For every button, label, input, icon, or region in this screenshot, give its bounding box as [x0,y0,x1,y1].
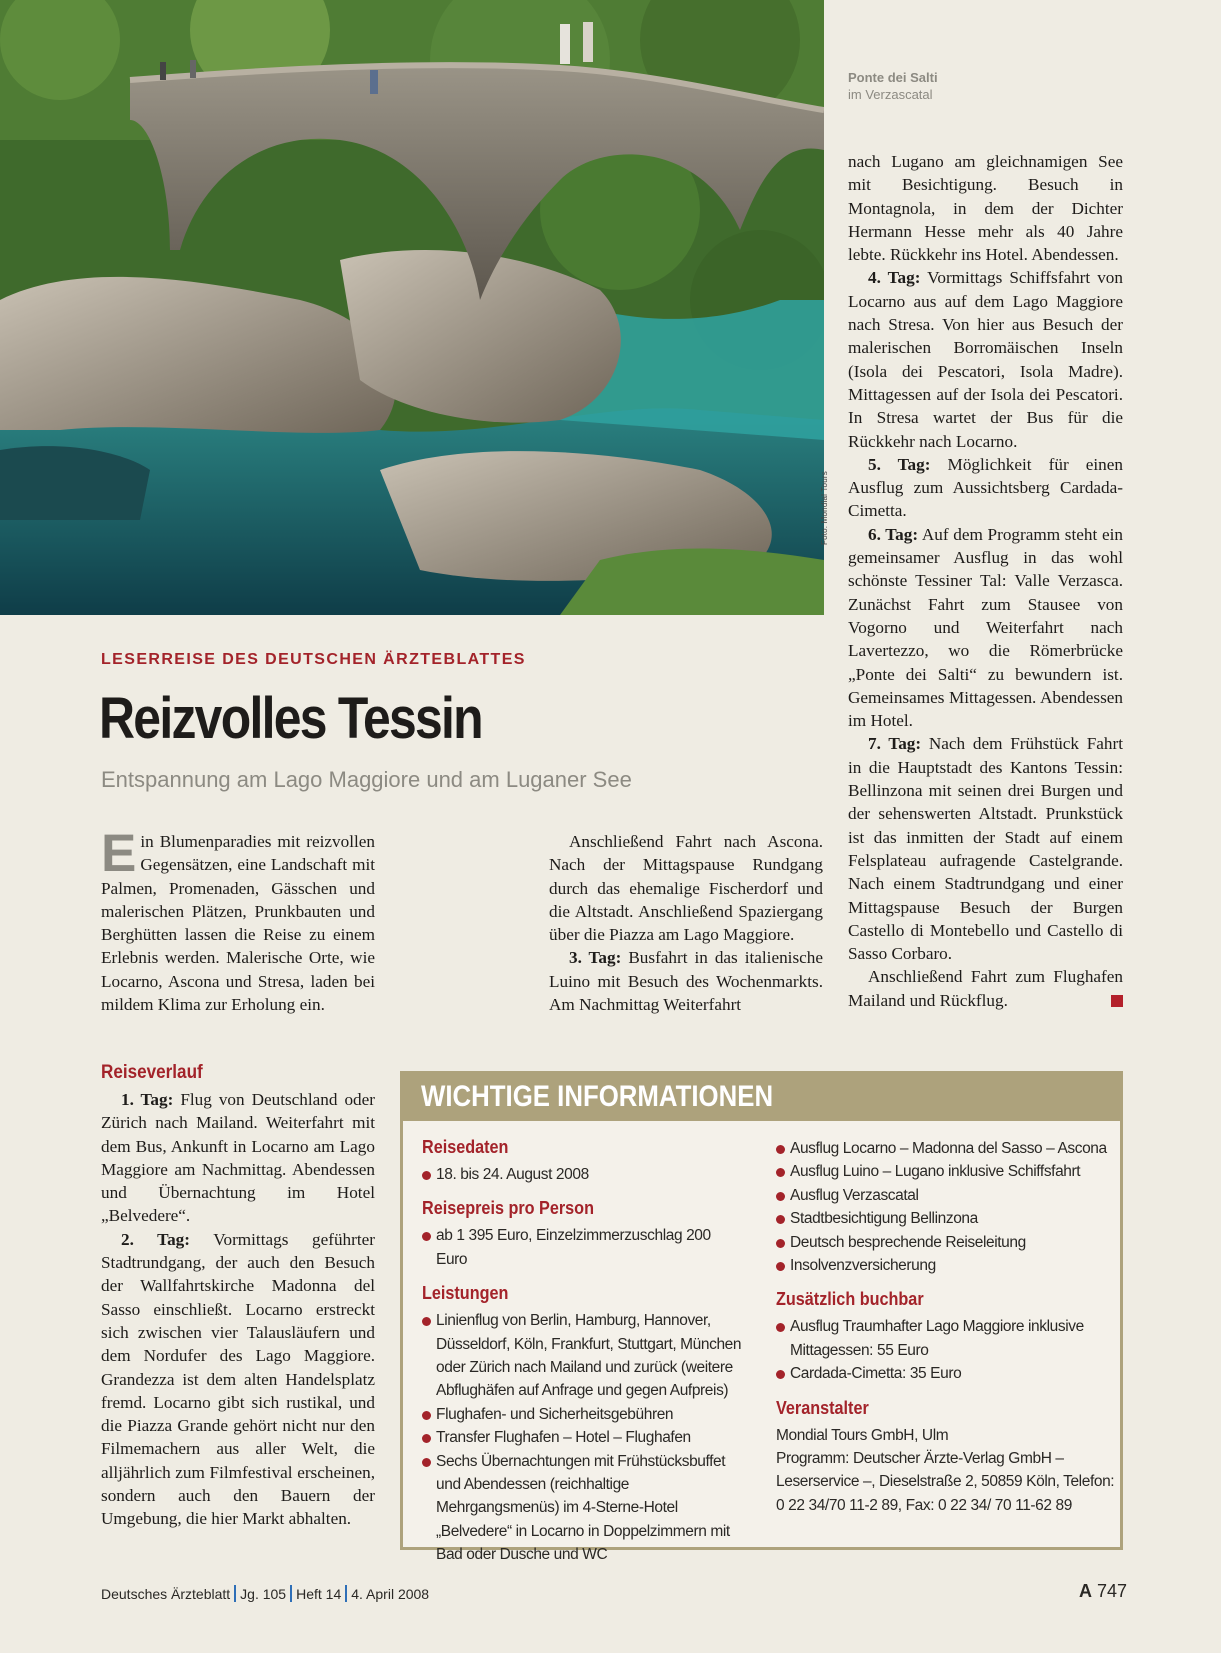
caption-subtitle: im Verzascatal [848,87,933,102]
day-4-paragraph [848,266,1123,452]
journal-volume: Jg. 105 [240,1586,287,1602]
bullet-icon [776,1192,785,1201]
info-box [400,1071,1123,1564]
zusaetzlich-heading: Zusätzlich buchbar [776,1289,924,1310]
day-3-text: Busfahrt in das italienische Luino mit Besuch des Wochenmarkts. Am Nachmittag Weiterfahrt [549,948,823,1015]
day-2-text: Vormittags geführter Stadtrundgang, der auch den Besuch der Wallfahrtskirche Madonna del Sasso einschließt. Locarno erstreckt sich zwischen vier Talausläufern und dem Nordufer des Lago Maggiore. Grandezza ist dem alten Handelsplatz fremd. Locarno gibt sich rustikal, und die Piazza Grande gehört nicht nur den Filmemachern aus aller Welt, die alljährlich zum Filmfestival erscheinen, sondern auch den Bauern der Umgebung, die hier Markt abhalten. [101,1229,375,1529]
leistungen-heading: Leistungen [422,1283,509,1304]
list-item: Sechs Übernachtungen mit Frühstücksbuffet und Abendessen (reichhaltige Mehrgangsmenüs) im 4-Sterne-Hotel „Belvedere“ in Locarno in Doppelzimmern mit Bad oder Dusche und WC [422,1450,742,1567]
caption-title: Ponte dei Salti [848,70,938,85]
list-item: ab 1 395 Euro, Einzelzimmerzuschlag 200 Euro [422,1224,742,1271]
list-item: Ausflug Verzascatal [776,1184,1116,1207]
day-5-label: 5. Tag: [868,454,931,474]
info-column-left [422,1137,742,1579]
section-heading: Reiseverlauf [101,1062,203,1083]
bullet-icon [422,1171,431,1180]
article-subtitle: Entspannung am Lago Maggiore und am Luganer See [101,767,632,792]
day-4-text: Vormittags Schiffsfahrt von Locarno aus auf dem Lago Maggiore nach Stresa. Von hier aus Besuch der malerischen Borromäischen Inseln (Isola dei Pescatori, Isola Madre). Mittagessen auf der Isola dei Pescatori. In Stresa wartet der Bus für die Rückkehr nach Locarno. [848,268,1123,451]
bullet-icon [422,1434,431,1443]
page-number-value: 747 [1097,1581,1128,1601]
list-item: Linienflug von Berlin, Hamburg, Hannover, Düsseldorf, Köln, Frankfurt, Stuttgart, München oder Zürich nach Mailand und zurück (weitere Abflughäfen auf Anfrage und gegen Aufpreis) [422,1309,742,1403]
list-item: Transfer Flughafen – Hotel – Flughafen [422,1426,742,1449]
day-7-text: Nach dem Frühstück Fahrt in die Hauptstadt des Kantons Tessin: Bellinzona mit seinen drei Burgen und der sehenswerten Altstadt. Prunkstück ist das inmitten der Stadt auf einem Felsplateau aufragende Castelgrande. Nach einem Stadtrundgang und einer Mittagspause Besuch der Burgen Castello di Montebello und Castello di Sasso Corbaro. [848,734,1123,964]
list-item: Flughafen- und Sicherheitsgebühren [422,1403,742,1426]
list-item: Ausflug Traumhafter Lago Maggiore inklusive Mittagessen: 55 Euro [776,1315,1116,1362]
column-middle [549,830,823,1016]
day-1-paragraph [101,1088,375,1228]
day-1-label: 1. Tag: [121,1090,174,1109]
day-6-label: 6. Tag: [868,524,919,544]
article-title: Reizvolles Tessin [99,686,482,751]
bullet-icon [422,1317,431,1326]
list-item: Ausflug Luino – Lugano inklusive Schiffsfahrt [776,1160,1116,1183]
leistungen-list-continued [776,1137,1116,1277]
column-right [848,150,1123,1012]
reisedaten-heading: Reisedaten [422,1137,509,1157]
reisedaten-list [422,1163,742,1186]
day-2-paragraph [101,1228,375,1531]
bridge-photo-illustration [0,0,824,615]
bullet-icon [776,1168,785,1177]
day-3-continued: nach Lugano am gleichnamigen See mit Besichtigung. Besuch in Montagnola, in dem der Dichter Hermann Hesse mehr als 40 Jahre lebte. Rückkehr ins Hotel. Abendessen. [848,152,1123,265]
hero-photo [0,0,824,615]
veranstalter-line-2: Programm: Deutscher Ärzte-Verlag GmbH – Leserservice –, Dieselstraße 2, 50859 Köln, Telefon: 0 22 34/70 11-2 89, Fax: 0 22 34/ 70 11-62 89 [776,1450,1115,1514]
bullet-icon [776,1215,785,1224]
page-number [1079,1581,1127,1602]
journal-date: 4. April 2008 [351,1586,430,1602]
day-7-ending [848,965,1123,1012]
bullet-icon [776,1262,785,1271]
footer-separator [345,1585,347,1602]
day-6-paragraph [848,523,1123,733]
bullet-icon [776,1145,785,1154]
leistungen-list [422,1309,742,1566]
intro-paragraph [101,824,375,1016]
day-3-label: 3. Tag: [569,948,622,968]
zusaetzlich-list [776,1315,1116,1385]
list-item: Stadtbesichtigung Bellinzona [776,1207,1116,1230]
day-7-label: 7. Tag: [868,734,922,754]
intro-text: in Blumenparadies mit reizvollen Gegensätzen, eine Landschaft mit Palmen, Promenaden, Gässchen und malerischen Plätzen, Prunkbauten und Berghütten lassen die Reise zu einem Erlebnis werden. Malerische Orte, wie Locarno, Ascona und Stresa, laden bei mildem Klima zur Erholung ein. [101,832,375,1015]
day-1-text: Flug von Deutschland oder Zürich nach Mailand. Weiterfahrt mit dem Bus, Ankunft in Locarno am Lago Maggiore am Nachmittag. Abendessen und Übernachtung im Hotel „Belvedere“. [101,1090,375,1226]
column-left-bottom [101,1088,375,1531]
bullet-icon [422,1458,431,1467]
list-item: Insolvenzversicherung [776,1254,1116,1277]
preis-list [422,1224,742,1271]
day-3-paragraph [549,946,823,1016]
info-column-right [776,1137,1116,1517]
day-7-end-text: Anschließend Fahrt zum Flughafen Mailand und Rückflug. [848,967,1123,1010]
drop-cap: E [101,824,137,883]
page-footer [101,1585,429,1602]
footer-separator [290,1585,292,1602]
info-box-header [403,1074,1120,1121]
page-prefix: A [1079,1581,1092,1601]
veranstalter-line-1: Mondial Tours GmbH, Ulm [776,1426,949,1444]
bullet-icon [776,1239,785,1248]
preis-heading: Reisepreis pro Person [422,1198,594,1219]
bullet-icon [422,1411,431,1420]
day-5-paragraph [848,453,1123,523]
day-2-continued: Anschließend Fahrt nach Ascona. Nach der Mittagspause Rundgang durch das ehemalige Fischerdorf und die Altstadt. Anschließend Spaziergang über die Piazza am Lago Maggiore. [549,832,823,945]
list-item: Ausflug Locarno – Madonna del Sasso – Ascona [776,1137,1116,1160]
day-4-label: 4. Tag: [868,268,921,288]
photo-caption [848,70,938,102]
bullet-icon [776,1370,785,1379]
photo-credit: Foto: Mondial Tours [820,471,829,545]
list-item: Deutsch besprechende Reiseleitung [776,1231,1116,1254]
day-7-paragraph [848,732,1123,965]
journal-issue: Heft 14 [296,1586,342,1602]
day-6-text: Auf dem Programm steht ein gemeinsamer Ausflug in das wohl schönste Tessiner Tal: Valle Verzasca. Zunächst Fahrt zum Stausee von Vogorno und Weiterfahrt nach Lavertezzo, wo die Römerbrücke „Ponte dei Salti“ zu bewundern ist. Gemeinsames Mittagessen. Abendessen im Hotel. [848,524,1123,731]
list-item: 18. bis 24. August 2008 [422,1163,742,1186]
bullet-icon [422,1232,431,1241]
end-mark-icon [1111,995,1123,1007]
day-2-label: 2. Tag: [121,1229,190,1249]
veranstalter-heading: Veranstalter [776,1397,869,1418]
journal-name: Deutsches Ärzteblatt [101,1586,231,1602]
info-box-title: WICHTIGE INFORMATIONEN [421,1080,774,1113]
list-item: Cardada-Cimetta: 35 Euro [776,1362,1116,1385]
footer-separator [234,1585,236,1602]
bullet-icon [776,1323,785,1332]
article-kicker: LESERREISE DES DEUTSCHEN ÄRZTEBLATTES [101,651,526,668]
day-5-text: Möglichkeit für einen Ausflug zum Aussichtsberg Cardada-Cimetta. [848,454,1123,521]
